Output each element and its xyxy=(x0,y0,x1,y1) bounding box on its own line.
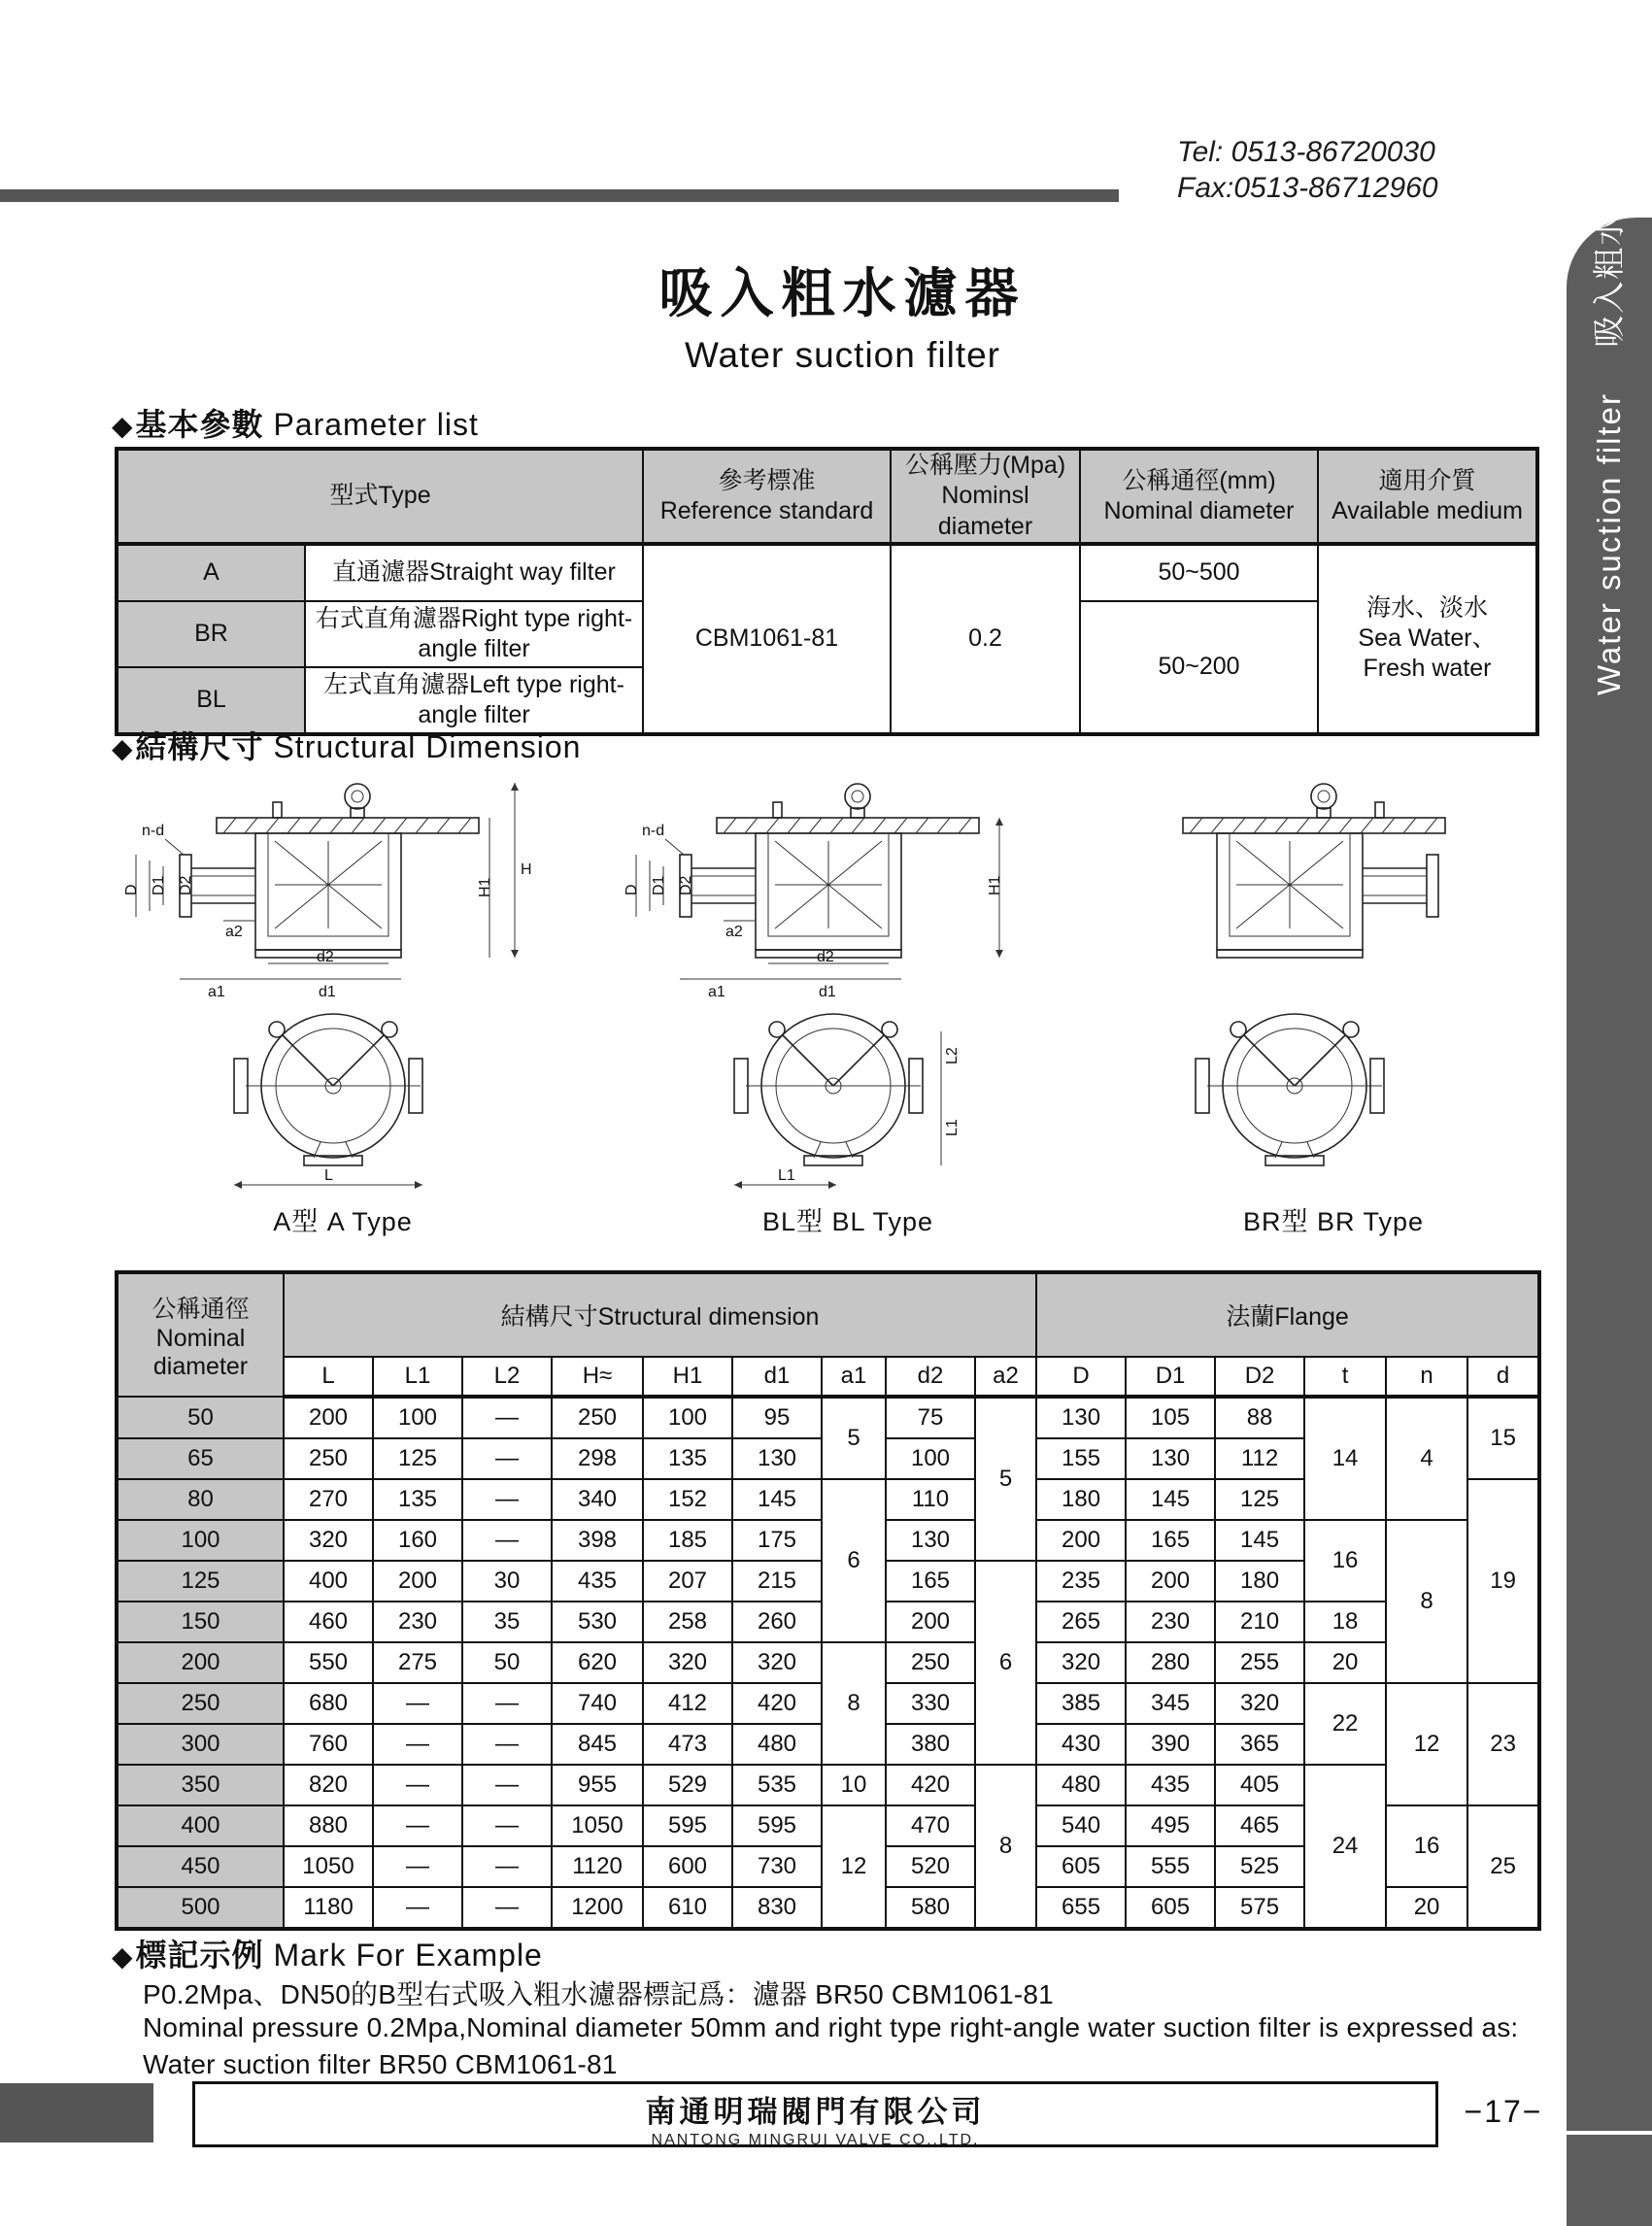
cell: 14 xyxy=(1304,1397,1386,1520)
section-heading-parameter-zh: 基本參數 xyxy=(135,407,264,442)
section-heading-mark-en: Mark For Example xyxy=(273,1938,543,1973)
cell: 125 xyxy=(1215,1479,1304,1520)
cell: 235 xyxy=(1036,1561,1126,1602)
cell: 250 xyxy=(552,1397,643,1438)
cell: 530 xyxy=(552,1602,643,1642)
cell: 145 xyxy=(1126,1479,1215,1520)
tel-line: Tel: 0513-86720030 xyxy=(1177,136,1435,168)
a-type-drawing xyxy=(115,773,571,1198)
cell: 200 xyxy=(1126,1561,1215,1602)
dim-label: D2 xyxy=(678,875,694,895)
table-row-dn50 xyxy=(117,1397,1539,1438)
cell: 50 xyxy=(462,1642,552,1683)
cell: 845 xyxy=(552,1724,643,1765)
cell: 595 xyxy=(643,1805,732,1846)
cell: 595 xyxy=(732,1805,822,1846)
footer-left-block xyxy=(0,2083,153,2142)
diamond-icon: ◆ xyxy=(112,1941,134,1972)
cell: 265 xyxy=(1036,1602,1126,1642)
dimension-table-sub-header xyxy=(117,1357,1539,1397)
cell: — xyxy=(462,1887,552,1929)
col-L2: L2 xyxy=(462,1357,552,1397)
col-L1: L1 xyxy=(373,1357,462,1397)
cell: 820 xyxy=(284,1765,373,1805)
cell: 1050 xyxy=(552,1805,643,1846)
cell: 340 xyxy=(552,1479,643,1520)
cell: — xyxy=(462,1846,552,1887)
col-d1: d1 xyxy=(732,1357,822,1397)
type-desc: 直通濾器Straight way filter xyxy=(305,544,643,601)
cell: 365 xyxy=(1215,1724,1304,1765)
cell: 200 xyxy=(117,1642,284,1683)
cell: 145 xyxy=(1215,1520,1304,1561)
cell: 125 xyxy=(117,1561,284,1602)
cell: 100 xyxy=(373,1397,462,1438)
cell: 25 xyxy=(1467,1805,1539,1929)
sidebar-vertical-title: Water suction filter 吸入粗水濾器 xyxy=(1591,143,1627,695)
col-ref xyxy=(643,449,891,544)
cell: 8 xyxy=(975,1765,1036,1929)
cell: 20 xyxy=(1386,1887,1467,1929)
dim-label: D xyxy=(123,884,140,895)
dim-label: H xyxy=(521,861,532,878)
cell: 80 xyxy=(117,1479,284,1520)
cell: 535 xyxy=(732,1765,822,1805)
cell: 95 xyxy=(732,1397,822,1438)
cell: 1120 xyxy=(552,1846,643,1887)
cell: 8 xyxy=(1386,1520,1467,1683)
cell: 18 xyxy=(1304,1602,1386,1642)
cell: 605 xyxy=(1036,1846,1126,1887)
cell: 460 xyxy=(284,1602,373,1642)
cell: 180 xyxy=(1215,1561,1304,1602)
cell: 610 xyxy=(643,1887,732,1929)
cell: — xyxy=(373,1805,462,1846)
col-diameter-en: Nominal diameter xyxy=(1103,496,1295,524)
cell: 580 xyxy=(886,1887,975,1929)
cell: 130 xyxy=(886,1520,975,1561)
cell: 88 xyxy=(1215,1397,1304,1438)
cell: 4 xyxy=(1386,1397,1467,1520)
type-code: BR xyxy=(117,601,305,667)
col-d: d xyxy=(1467,1357,1539,1397)
col-ref-en: Reference standard xyxy=(659,496,874,524)
cell: 112 xyxy=(1215,1438,1304,1479)
cell: 100 xyxy=(117,1520,284,1561)
cell: 320 xyxy=(284,1520,373,1561)
cell: 420 xyxy=(886,1765,975,1805)
cell: 655 xyxy=(1036,1887,1126,1929)
company-name-en: NANTONG MINGRUI VALVE CO.,LTD. xyxy=(651,2132,980,2148)
cell: 255 xyxy=(1215,1642,1304,1683)
cell: 420 xyxy=(732,1683,822,1724)
dim-label: n-d xyxy=(642,823,665,839)
cell: 300 xyxy=(117,1724,284,1765)
cell: — xyxy=(462,1683,552,1724)
pressure-value: 0.2 xyxy=(891,544,1080,734)
ref-standard-value: CBM1061-81 xyxy=(643,544,891,734)
cell: 385 xyxy=(1036,1683,1126,1724)
col-diameter-zh: 公稱通徑(mm) xyxy=(1122,466,1276,494)
cell: 500 xyxy=(117,1887,284,1929)
medium-zh: 海水、淡水 xyxy=(1366,593,1489,622)
cell: 152 xyxy=(643,1479,732,1520)
mark-example-line3: Water suction filter BR50 CBM1061-81 xyxy=(143,2049,618,2079)
cell: 23 xyxy=(1467,1683,1539,1805)
cell: 150 xyxy=(117,1602,284,1642)
cell: 280 xyxy=(1126,1642,1215,1683)
cell: 435 xyxy=(1126,1765,1215,1805)
col-medium-zh: 適用介質 xyxy=(1378,466,1476,494)
cell: 480 xyxy=(1036,1765,1126,1805)
cell: 15 xyxy=(1467,1397,1539,1479)
cell: 12 xyxy=(1386,1683,1467,1805)
medium-value xyxy=(1318,544,1537,734)
cell: 135 xyxy=(373,1479,462,1520)
cell: 200 xyxy=(886,1602,975,1642)
diagram-caption: BL型 BL Type xyxy=(761,1207,934,1236)
diagram-row xyxy=(115,773,1542,1238)
cell: 100 xyxy=(643,1397,732,1438)
cell: 100 xyxy=(886,1438,975,1479)
footer-company-box xyxy=(192,2081,1438,2147)
cell: 200 xyxy=(373,1561,462,1602)
section-heading-mark-zh: 標記示例 xyxy=(135,1938,264,1973)
cell: 529 xyxy=(643,1765,732,1805)
cell: 185 xyxy=(643,1520,732,1561)
cell: 145 xyxy=(732,1479,822,1520)
dim-label: L2 xyxy=(944,1047,961,1064)
cell: 16 xyxy=(1386,1805,1467,1887)
cell: — xyxy=(373,1846,462,1887)
dim-label: d2 xyxy=(317,949,334,965)
br-type-drawing xyxy=(1125,773,1542,1198)
table-row-dn200 xyxy=(117,1642,1539,1683)
dim-label: d1 xyxy=(319,984,336,1000)
cell: 207 xyxy=(643,1561,732,1602)
cell: — xyxy=(462,1479,552,1520)
col-pressure-zh: 公稱壓力(Mpa) xyxy=(904,452,1066,479)
cell: 555 xyxy=(1126,1846,1215,1887)
cell: — xyxy=(462,1520,552,1561)
type-desc: 右式直角濾器Right type right-angle filter xyxy=(305,601,643,667)
col-L: L xyxy=(284,1357,373,1397)
cell: 275 xyxy=(373,1642,462,1683)
col-nominal-diameter-l2: diameter xyxy=(152,1352,249,1380)
contact-block xyxy=(1177,134,1438,206)
cell: 230 xyxy=(1126,1602,1215,1642)
cell: 405 xyxy=(1215,1765,1304,1805)
cell: 110 xyxy=(886,1479,975,1520)
cell: 5 xyxy=(822,1397,886,1479)
col-d2: d2 xyxy=(886,1357,975,1397)
dim-label: L1 xyxy=(778,1167,795,1184)
cell: 955 xyxy=(552,1765,643,1805)
col-H1: H1 xyxy=(643,1357,732,1397)
cell: 540 xyxy=(1036,1805,1126,1846)
diamond-icon: ◆ xyxy=(112,411,134,441)
cell: 135 xyxy=(643,1438,732,1479)
fax-line: Fax:0513-86712960 xyxy=(1177,172,1438,204)
cell: 130 xyxy=(1036,1397,1126,1438)
cell: 130 xyxy=(1126,1438,1215,1479)
cell: 75 xyxy=(886,1397,975,1438)
cell: 165 xyxy=(886,1561,975,1602)
cell: 210 xyxy=(1215,1602,1304,1642)
dim-label: d2 xyxy=(817,949,834,965)
page-title-en: Water suction filter xyxy=(685,335,1000,375)
cell: 1200 xyxy=(552,1887,643,1929)
dim-label: D1 xyxy=(151,875,167,895)
cell: 1180 xyxy=(284,1887,373,1929)
col-type: 型式Type xyxy=(117,449,643,544)
page-title-zh: 吸入粗水濾器 xyxy=(658,263,1027,323)
section-heading-parameter-en: Parameter list xyxy=(273,407,479,442)
col-pressure xyxy=(891,449,1080,544)
col-D1: D1 xyxy=(1126,1357,1215,1397)
dim-label: d1 xyxy=(819,984,836,1000)
dim-label: D xyxy=(624,884,640,895)
type-code: A xyxy=(117,544,305,601)
mark-example-line2: Nominal pressure 0.2Mpa,Nominal diameter 50mm and right type right-angle water suction filter is expressed as: xyxy=(143,2012,1519,2042)
cell: 260 xyxy=(732,1602,822,1642)
cell: 412 xyxy=(643,1683,732,1724)
cell: 5 xyxy=(975,1397,1036,1561)
cell: — xyxy=(373,1765,462,1805)
dim-label: a2 xyxy=(725,924,743,940)
col-nominal-diameter-l1: 公稱通徑Nominal xyxy=(152,1295,250,1352)
cell: 525 xyxy=(1215,1846,1304,1887)
cell: 125 xyxy=(373,1438,462,1479)
cell: 473 xyxy=(643,1724,732,1765)
col-n: n xyxy=(1386,1357,1467,1397)
cell: 250 xyxy=(886,1642,975,1683)
group-flange: 法蘭Flange xyxy=(1036,1272,1539,1357)
cell: 258 xyxy=(643,1602,732,1642)
cell: 175 xyxy=(732,1520,822,1561)
cell: 450 xyxy=(117,1846,284,1887)
col-D: D xyxy=(1036,1357,1126,1397)
col-ref-zh: 參考標准 xyxy=(718,466,816,494)
cell: 215 xyxy=(732,1561,822,1602)
cell: 20 xyxy=(1304,1642,1386,1683)
dim-label: a2 xyxy=(225,924,243,940)
cell: 230 xyxy=(373,1602,462,1642)
top-rule-bar xyxy=(0,189,1119,202)
dimension-table xyxy=(115,1270,1541,1931)
cell: 480 xyxy=(732,1724,822,1765)
medium-en2: Fresh water xyxy=(1363,655,1492,683)
cell: — xyxy=(462,1397,552,1438)
dim-label: D1 xyxy=(651,875,667,895)
diameter-range-b: 50~200 xyxy=(1080,601,1318,734)
section-heading-parameter xyxy=(112,400,479,445)
cell: — xyxy=(462,1438,552,1479)
col-diameter xyxy=(1080,449,1318,544)
cell: 495 xyxy=(1126,1805,1215,1846)
col-t: t xyxy=(1304,1357,1386,1397)
col-medium xyxy=(1318,449,1537,544)
col-D2: D2 xyxy=(1215,1357,1304,1397)
cell: — xyxy=(462,1805,552,1846)
cell: 19 xyxy=(1467,1479,1539,1683)
parameter-table-header xyxy=(117,449,1537,544)
cell: 320 xyxy=(1215,1683,1304,1724)
parameter-table xyxy=(115,447,1539,736)
cell: 30 xyxy=(462,1561,552,1602)
cell: 270 xyxy=(284,1479,373,1520)
section-heading-structural-en: Structural Dimension xyxy=(273,729,582,764)
cell: 390 xyxy=(1126,1724,1215,1765)
cell: 465 xyxy=(1215,1805,1304,1846)
col-nominal-diameter xyxy=(117,1272,284,1397)
cell: 620 xyxy=(552,1642,643,1683)
dimension-table-group-header xyxy=(117,1272,1539,1357)
col-a2: a2 xyxy=(975,1357,1036,1397)
cell: 575 xyxy=(1215,1887,1304,1929)
cell: 6 xyxy=(975,1561,1036,1765)
cell: — xyxy=(373,1683,462,1724)
dim-label: L1 xyxy=(944,1119,961,1136)
cell: — xyxy=(373,1724,462,1765)
cell: 250 xyxy=(117,1683,284,1724)
cell: 320 xyxy=(732,1642,822,1683)
col-H: H≈ xyxy=(552,1357,643,1397)
dim-label: a1 xyxy=(708,984,725,1000)
cell: 435 xyxy=(552,1561,643,1602)
cell: 130 xyxy=(732,1438,822,1479)
mark-example-line1: P0.2Mpa、DN50的B型右式吸入粗水濾器標記爲：濾器 BR50 CBM1061-81 xyxy=(143,1979,1054,2009)
cell: 320 xyxy=(643,1642,732,1683)
cell: 680 xyxy=(284,1683,373,1724)
br-type-diagram xyxy=(1125,773,1542,1238)
cell: 12 xyxy=(822,1805,886,1929)
col-pressure-en: Nominsl diameter xyxy=(937,482,1033,540)
medium-en1: Sea Water、 xyxy=(1358,624,1497,653)
diagram-caption: A型 A Type xyxy=(273,1207,413,1236)
cell: 250 xyxy=(284,1438,373,1479)
cell: 105 xyxy=(1126,1397,1215,1438)
cell: 880 xyxy=(284,1805,373,1846)
cell: 520 xyxy=(886,1846,975,1887)
cell: 35 xyxy=(462,1602,552,1642)
cell: 730 xyxy=(732,1846,822,1887)
cell: 165 xyxy=(1126,1520,1215,1561)
table-row xyxy=(117,544,1537,601)
table-row-dn350 xyxy=(117,1765,1539,1805)
cell: 740 xyxy=(552,1683,643,1724)
cell: 600 xyxy=(643,1846,732,1887)
a-type-diagram xyxy=(115,773,571,1238)
diameter-range-a: 50~500 xyxy=(1080,544,1318,601)
cell: 345 xyxy=(1126,1683,1215,1724)
company-name-zh: 南通明瑞閥門有限公司 xyxy=(645,2095,986,2129)
bl-type-diagram xyxy=(615,773,1081,1238)
col-medium-en: Available medium xyxy=(1332,496,1523,524)
cell: 6 xyxy=(822,1479,886,1642)
cell: 400 xyxy=(117,1805,284,1846)
cell: 155 xyxy=(1036,1438,1126,1479)
page-number: −17− xyxy=(1464,2094,1543,2129)
page-title xyxy=(0,251,1652,376)
cell: 330 xyxy=(886,1683,975,1724)
cell: 298 xyxy=(552,1438,643,1479)
bl-type-drawing xyxy=(615,773,1081,1198)
section-heading-structural xyxy=(112,723,581,767)
cell: 380 xyxy=(886,1724,975,1765)
dim-label: H1 xyxy=(477,877,493,897)
section-heading-mark xyxy=(112,1931,543,1975)
dim-label: n-d xyxy=(142,823,165,839)
cell: 200 xyxy=(284,1397,373,1438)
diagram-caption: BR型 BR Type xyxy=(1242,1207,1425,1236)
cell: 470 xyxy=(886,1805,975,1846)
cell: 1050 xyxy=(284,1846,373,1887)
cell: 400 xyxy=(284,1561,373,1602)
section-heading-structural-zh: 結構尺寸 xyxy=(135,729,264,764)
cell: 550 xyxy=(284,1642,373,1683)
dim-label: H1 xyxy=(987,875,1003,895)
dim-label: D2 xyxy=(178,875,194,895)
cell: 10 xyxy=(822,1765,886,1805)
dim-label: L xyxy=(324,1167,333,1184)
cell: 200 xyxy=(1036,1520,1126,1561)
cell: — xyxy=(462,1724,552,1765)
cell: 16 xyxy=(1304,1520,1386,1602)
cell: 65 xyxy=(117,1438,284,1479)
sidebar-divider xyxy=(1567,2131,1652,2135)
cell: 22 xyxy=(1304,1683,1386,1765)
cell: 24 xyxy=(1304,1765,1386,1929)
cell: 430 xyxy=(1036,1724,1126,1765)
diamond-icon: ◆ xyxy=(112,733,134,763)
type-desc: 左式直角濾器Left type right-angle filter xyxy=(305,667,643,734)
cell: 160 xyxy=(373,1520,462,1561)
cell: 760 xyxy=(284,1724,373,1765)
type-code: BL xyxy=(117,667,305,734)
cell: — xyxy=(462,1765,552,1805)
cell: 180 xyxy=(1036,1479,1126,1520)
cell: 605 xyxy=(1126,1887,1215,1929)
dim-label: a1 xyxy=(208,984,225,1000)
group-structural-dimension: 結構尺寸Structural dimension xyxy=(284,1272,1036,1357)
cell: 50 xyxy=(117,1397,284,1438)
cell: 320 xyxy=(1036,1642,1126,1683)
col-a1: a1 xyxy=(822,1357,886,1397)
cell: 830 xyxy=(732,1887,822,1929)
cell: — xyxy=(373,1887,462,1929)
cell: 398 xyxy=(552,1520,643,1561)
cell: 350 xyxy=(117,1765,284,1805)
cell: 8 xyxy=(822,1642,886,1765)
